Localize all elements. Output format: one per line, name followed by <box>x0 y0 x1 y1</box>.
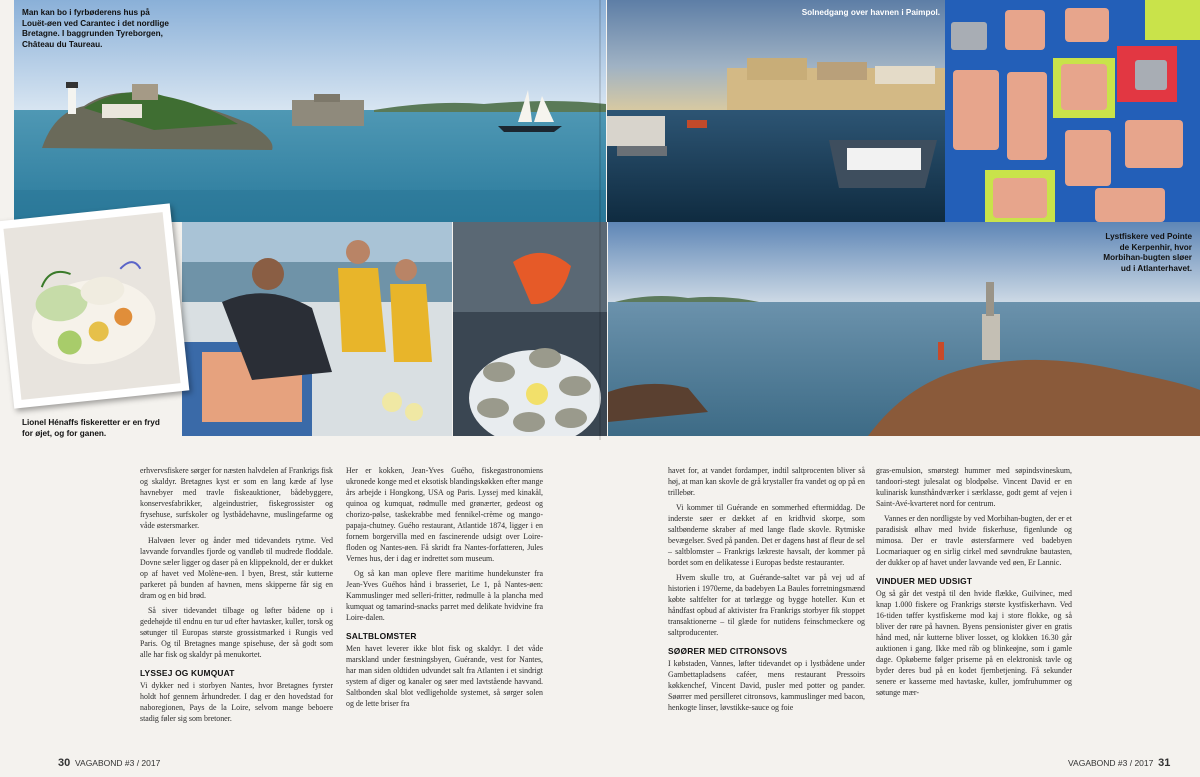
fishermen-photo <box>182 222 452 436</box>
body-paragraph: Vi dykker ned i storbyen Nantes, hvor Bretagnes fyrster holdt hof gennem århundreder. I dag er den hovedstad for naboregionen, Pays de la Loire, selvom mange beboere stadig føler sig som bretoner. <box>140 681 333 723</box>
sunset-caption: Solnedgang over havnen i Paimpol. <box>801 8 940 17</box>
fish-crates-photo <box>945 0 1200 222</box>
body-paragraph: Og så går det vestpå til den hvide flække, Guilvinec, med knap 1.000 fiskere og Frankrigs største kystfiskerhavn. Ved 16-tiden tøffer kystfiskerne mod kaj i store flokke, og så bliver der røre på havnen. Byens pensionister giver en gratis hånd med, når kutterne bliver losset, og klokken 16.30 går auktionen i gang. Ikke med råb og blinkeøjne, som i gamle dage. Opkøberne følger priserne på en elektronisk tavle og byder deres bud på en kodet fjernbetjening. Få sekunder senere er kasserne med havtaske, kuller, jomfruhummer og søtunge mær- <box>876 589 1072 697</box>
body-paragraph: gras-emulsion, smørstegt hummer med søpindsvineskum, tandoori-stegt julesalat og blodpølse. Vincent David er en kulinarisk kunsthåndværker i særklasse, godt gemt af vejen i Saint-Avé-kvarteret nord for centrum. <box>876 466 1072 508</box>
body-paragraph: Hvem skulle tro, at Guérande-saltet var på vej ud af historien i 1970erne, da badebyen La Baules forretningsmænd købte saltfelter for at tørlægge og bygge hoteller. Kun et håndfast opbud af aktivister fra Frankrigs storbyer fik stoppet transaktionerne – til glæde for nutidens feinschmeckere og saltproducenter. <box>668 573 865 637</box>
text-column-2 <box>346 465 543 713</box>
body-paragraph: Men havet leverer ikke blot fisk og skaldyr. I det våde marskland under fæstningsbyen, Guérande, vest for Nantes, har man siden oldtiden udvundet salt fra Atlanten i et sindrigt system af diger og kanaler og søer med lavtstående havvand. Saltbonden skal blot vedligeholde systemet, så sørger solen og de lette briser fra <box>346 644 543 708</box>
paimpol-harbour-photo <box>607 0 945 222</box>
text-column-3 <box>668 465 865 717</box>
left-folio <box>58 757 160 769</box>
right-folio <box>1068 757 1170 769</box>
section-heading: VINDUER MED UDSIGT <box>876 576 973 586</box>
island-caption: Man kan bo i fyrbøderens hus på Louët-øen ved Carantec i det nordlige Bretagne. I baggrunden Tyreborgen, Château du Taureau. <box>22 8 169 49</box>
body-paragraph: I købstaden, Vannes, løfter tidevandet op i lystbådene under Gambettapladsens caféer, mens restaurant Pressoirs køkkenchef, Vincent David, pusler med potter og pander. Søørrer med persilleret citronsovs, kammuslinger med bacon, henkogte linser, løvstikke-sauce og foie <box>668 659 865 712</box>
section-heading: SALTBLOMSTER <box>346 631 417 641</box>
body-paragraph: Vi kommer til Guérande en sommerhed eftermiddag. De inderste søer er dækket af en kridhvid skorpe, som saltbønderne skraber af med lange flade skovle. Rytmiske bevægelser. Sved på panden. Det er dagens høst af fleur de sel – saltblomster – Frankrigs lækreste havsalt, der kommer på bordet som en delikatesse i Europas bedste restauranter. <box>668 503 865 567</box>
body-paragraph: Halvøen lever og ånder med tidevandets rytme. Ved lavvande forvandles fjorde og vandløb til mudrede floddale. Dovne sæler ligger og daser på en klippeknold, der er dukket op af havet ved Molène-øen. I byen, Brest, står kutterne parkeret på bunden af havnen, mens skipperne får sig en dram og en bid brød. <box>140 536 333 600</box>
left-page-number: 30 <box>58 757 71 769</box>
body-paragraph: havet for, at vandet fordamper, indtil saltprocenten bliver så høj, at man kan skovle de grå krystaller fra vandet og op på en trillebør. <box>668 466 865 497</box>
left-magazine-issue: VAGABOND #3 / 2017 <box>74 758 161 768</box>
oysters-photo <box>453 222 607 436</box>
seafood-dish-photo <box>0 203 189 408</box>
body-paragraph: Vannes er den nordligste by ved Morbihan-bugten, der er et paradisisk ølhav med hvide fiskerhuse, figenlunde og mimosa. Der er travle østersfarmere ved badebyen Locmariaquer og en sirlig cirkel med søvndrukne bautasten, der dukker op af havet under lavvande ved øen, Er Lannic. <box>876 514 1073 567</box>
body-paragraph: erhvervsfiskere sørger for næsten halvdelen af Frankrigs fisk og skaldyr. Bretagnes kyst er som en lang kæde af lyse havnebyer med travle fiskeauktioner, bådebyggere, konservesfabrikker, algeindustrier, fiskegrossister og frysehuse, surfskoler og lystbådehavne, muslingefarme og våde østersmarker. <box>140 466 333 530</box>
text-column-4 <box>876 465 1072 702</box>
chef-caption: Lionel Hénaffs fiskeretter er en fryd for øjet, og for ganen. <box>22 418 160 438</box>
right-magazine-issue: VAGABOND #3 / 2017 <box>1068 758 1154 768</box>
right-page-number: 31 <box>1158 757 1171 769</box>
body-paragraph: Så siver tidevandet tilbage og løfter bådene op i gedehøjde til endnu en tur ud efter havtasker, kuller, torsk og søtunger til Europas største grossistmarked i Rungis ved Paris. Og til Bretagnes mange spisehuse, der så godt som alle har fisk og skaldyr på menukortet. <box>140 606 333 659</box>
page-gutter <box>599 0 601 440</box>
body-paragraph: Her er kokken, Jean-Yves Guého, fiskegastronomiens ukronede konge med et eksotisk blandingskøkken efter mange års arbejde i Hongkong, USA og Paris. Lyssej med kinakål, quinoa og kumquat, rødmulle med grønærter, gedeost og chorizo-pølse, taskekrabbe med fennikel-crème og mango-papaja-chutney. Guého restaurant, Atlantide 1874, ligger i en fornem borgervilla med en fascinerende udsigt over Loire-floden og Nantes-øen. Få skridt fra Nantes-forfatteren, Jules Vernes hus, der i dag er indrettet som museum. <box>346 466 543 563</box>
text-column-1 <box>140 465 333 728</box>
section-heading: LYSSEJ OG KUMQUAT <box>140 668 235 678</box>
anglers-caption: Lystfiskere ved Pointe de Kerpenhir, hvor Morbihan-bugten sløer ud i Atlanterhavet. <box>1103 232 1192 273</box>
body-paragraph: Og så kan man opleve flere maritime hundekunster fra Jean-Yves Guéhos hånd i brasseriet, Le 1, på Nantes-øen: Kammuslinger med selleri-fritter, rødmulle à la plancha med kumquat og tamarind-snacks parret med delikate hvidvine fra Loire-dalen. <box>346 569 543 622</box>
section-heading: SØØRER MED CITRONSOVS <box>668 646 788 656</box>
